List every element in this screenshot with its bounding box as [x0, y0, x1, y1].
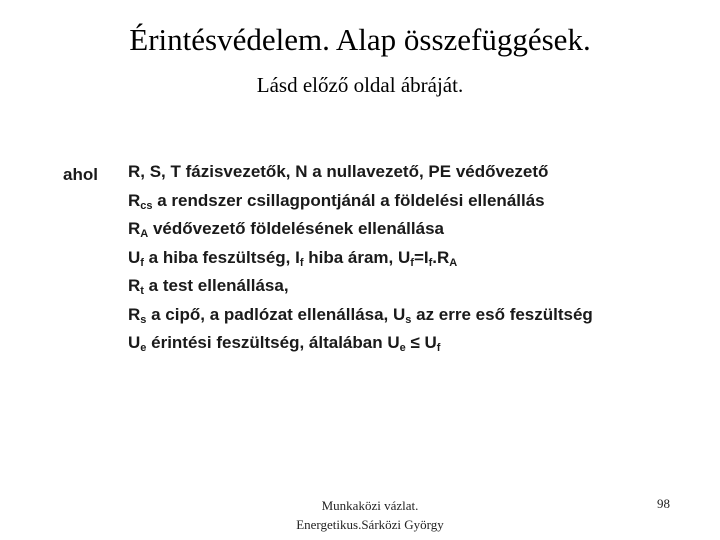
- subscript: f: [436, 342, 441, 354]
- definition-line: [128, 215, 593, 244]
- line-text: R: [128, 219, 141, 238]
- subscript: A: [449, 256, 458, 269]
- line-text: R, S, T fázisvezetők, N a nullavezető, PE védővezető: [128, 162, 549, 181]
- line-text: R: [128, 304, 141, 324]
- definition-line: [128, 272, 593, 301]
- definition-list: [128, 158, 593, 358]
- line-text: R: [128, 190, 141, 210]
- subscript: e: [399, 342, 406, 354]
- line-text: hiba áram, U: [303, 247, 411, 267]
- subscript: s: [405, 313, 412, 326]
- footer: [270, 496, 470, 534]
- subscript: f: [428, 256, 433, 269]
- line-text: az erre eső feszültség: [411, 304, 593, 324]
- subscript: f: [299, 256, 304, 269]
- line-text: a rendszer csillagpontjánál a földelési ellenállás: [152, 190, 545, 210]
- subscript: t: [140, 285, 144, 297]
- line-text: U: [128, 247, 141, 267]
- line-text: =I: [413, 247, 429, 267]
- footer-line-1: Munkaközi vázlat.: [321, 498, 419, 513]
- subscript: s: [140, 313, 147, 326]
- definition-line: [128, 301, 593, 330]
- line-text: a hiba feszültség, I: [143, 247, 300, 267]
- definition-line: [128, 187, 593, 216]
- line-text: U: [128, 333, 141, 352]
- line-text: ≤ U: [405, 333, 437, 352]
- line-text: a test ellenállása,: [143, 276, 289, 295]
- subscript: f: [140, 256, 144, 269]
- lead-word: ahol: [63, 165, 98, 184]
- line-text: a cipő, a padlózat ellenállása, U: [146, 304, 406, 324]
- subscript: f: [410, 256, 414, 269]
- subscript: e: [140, 342, 147, 354]
- definition-line: [128, 329, 593, 358]
- line-text: védővezető földelésének ellenállása: [148, 219, 444, 238]
- line-text: .R: [432, 247, 450, 267]
- footer-line-2: Energetikus.Sárközi György: [296, 517, 444, 532]
- subscript: A: [140, 228, 149, 240]
- subscript: cs: [140, 199, 153, 212]
- slide-subtitle: Lásd előző oldal ábráját.: [256, 73, 464, 97]
- definition-line: [128, 158, 593, 187]
- line-text: R: [128, 276, 141, 295]
- page-number: 98: [657, 496, 670, 511]
- line-text: érintési feszültség, általában U: [146, 333, 400, 352]
- slide-title: Érintésvédelem. Alap összefüggések.: [129, 22, 591, 57]
- definition-line: [128, 244, 593, 273]
